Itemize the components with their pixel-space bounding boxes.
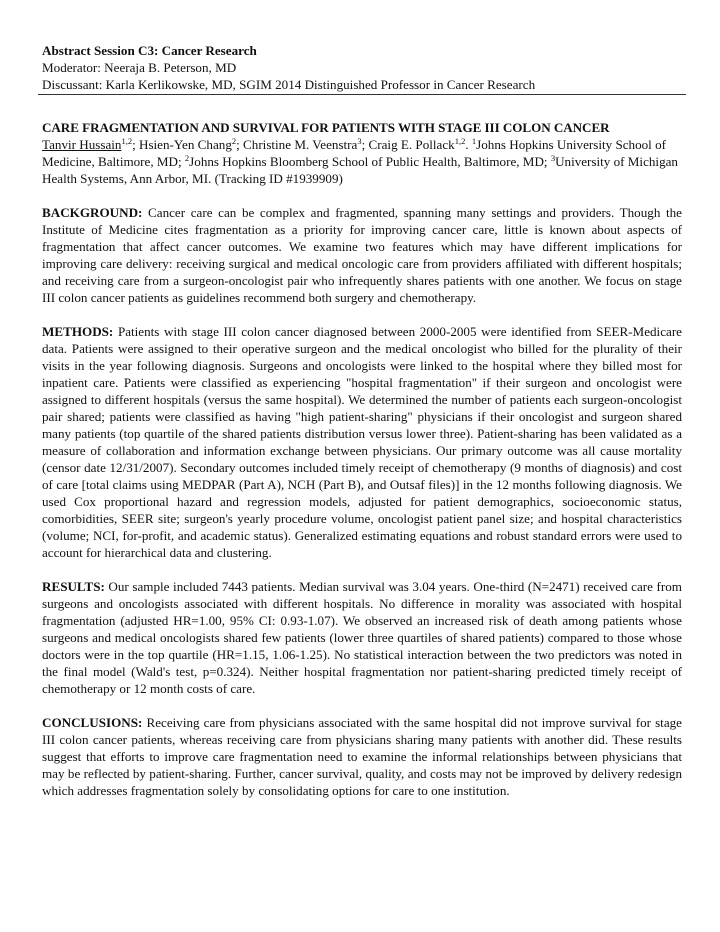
background-section	[42, 204, 682, 306]
author-sup: 3	[357, 136, 362, 146]
section-heading: BACKGROUND:	[42, 205, 143, 220]
section-body: Receiving care from physicians associated with the same hospital did not improve survival for stage III colon cancer patients, whereas receiving care from physicians sharing many patients with another did. These results suggest that efforts to improve care fragmentation need to examine the informal relationships between physicians that may be reflected by patient-sharing. Further, cancer survival, quality, and costs may not be improved by delivery redesign which addresses fragmentation solely by consolidating options for care to one institution.	[42, 715, 682, 798]
moderator-line: Moderator: Neeraja B. Peterson, MD	[42, 60, 237, 75]
section-body: Our sample included 7443 patients. Median survival was 3.04 years. One-third (N=2471) received care from surgeons and oncologists associated with different hospitals. No difference in morality was associated with hospital fragmentation (adjusted HR=1.00, 95% CI: 0.93-1.07). We observed an increased risk of death among patients whose surgeons and medical oncologists shared few patients (lower three quartiles of shared patients) compared to those whose doctors were in the top quartile (HR=1.15, 1.06-1.25). No statistical interaction between the two predictors was noted in the final model (Wald's test, p=0.324). Neither hospital fragmentation nor patient-sharing predicted timely receipt of chemotherapy or 12 month costs of care.	[42, 579, 682, 696]
affiliation: Johns Hopkins University School of Medicine, Baltimore, MD;	[42, 137, 666, 169]
author-name: ; Craig E. Pollack	[361, 137, 455, 152]
document-page	[42, 42, 682, 799]
discussant-line: Discussant: Karla Kerlikowske, MD, SGIM 2014 Distinguished Professor in Cancer Research	[42, 77, 536, 92]
section-heading: CONCLUSIONS:	[42, 715, 143, 730]
abstract-title: CARE FRAGMENTATION AND SURVIVAL FOR PATIENTS WITH STAGE III COLON CANCER	[42, 120, 610, 135]
section-body: Cancer care can be complex and fragmented, spanning many settings and providers. Though the Institute of Medicine cites fragmentation as a priority for improving cancer care, little is known about aspects of fragmentation that affect cancer outcomes. We examine two features which may have different implications for improving care delivery: receiving surgical and medical oncologic care from providers affiliated with different hospitals; and receiving care from a surgeon-oncologist pair who infrequently shares patients with one another. We focus on stage III colon cancer patients as guidelines recommend both surgery and chemotherapy.	[42, 205, 682, 305]
affiliation-sup: 1	[471, 136, 477, 146]
section-body: Patients with stage III colon cancer diagnosed between 2000-2005 were identified from SEER-Medicare data. Patients were assigned to their operative surgeon and the medical oncologist who billed for the plurality of their visits in the year following diagnosis. Surgeons and oncologists were linked to the hospital where they billed most for inpatient care. Patients were classified as experiencing "hospital fragmentation" if their surgeon and oncologist were assigned to different hospitals (versus the same hospital). We determined the number of patients each surgeon-oncologist pair shared; patients were classified as having "high patient-sharing" physicians if their oncologist and surgeon shared many patients (top quartile of the shared patients distribution versus lower three). Patient-sharing has been validated as a measure of collaboration and information exchange between physicians. Our primary outcome was all cause mortality (censor date 12/31/2007). Secondary outcomes included timely receipt of chemotherapy (9 months of diagnosis) and cost of care [total claims using MEDPAR (Part A), NCH (Part B), and Outsaf files)] in the 12 months following diagnosis. We used Cox proportional hazard and regression models, adjusted for patient demographics, socioeconomic status, comorbidities, SEER site; surgeon's yearly procedure volume, oncologist patient panel size; and hospital characteristics (volume; NCI, for-profit, and academic status). Generalized estimating equations and robust standard errors were used to account for hierarchical data and clustering.	[42, 324, 682, 560]
author-sup: 1,2	[454, 136, 466, 146]
affiliation: University of Michigan Health Systems, Ann Arbor, MI. (Tracking ID #1939909)	[42, 154, 678, 186]
conclusions-section	[42, 714, 682, 799]
section-heading: METHODS:	[42, 324, 114, 339]
header-divider	[38, 94, 686, 95]
section-heading: RESULTS:	[42, 579, 105, 594]
affiliation-sup: 3	[550, 153, 556, 163]
author-sup: 1,2	[121, 136, 133, 146]
session-header	[42, 42, 682, 93]
results-section	[42, 578, 682, 697]
session-title: Abstract Session C3: Cancer Research	[42, 43, 257, 58]
affiliation-sup: 2	[184, 153, 190, 163]
methods-section	[42, 323, 682, 561]
affiliation: Johns Hopkins Bloomberg School of Public Health, Baltimore, MD;	[189, 154, 551, 169]
author-affiliations	[42, 136, 682, 187]
author-name: ; Hsien-Yen Chang	[132, 137, 232, 152]
author-separator: .	[465, 137, 472, 152]
presenting-author: Tanvir Hussain	[42, 137, 122, 152]
author-sup: 2	[231, 136, 237, 146]
author-name: ; Christine M. Veenstra	[236, 137, 358, 152]
